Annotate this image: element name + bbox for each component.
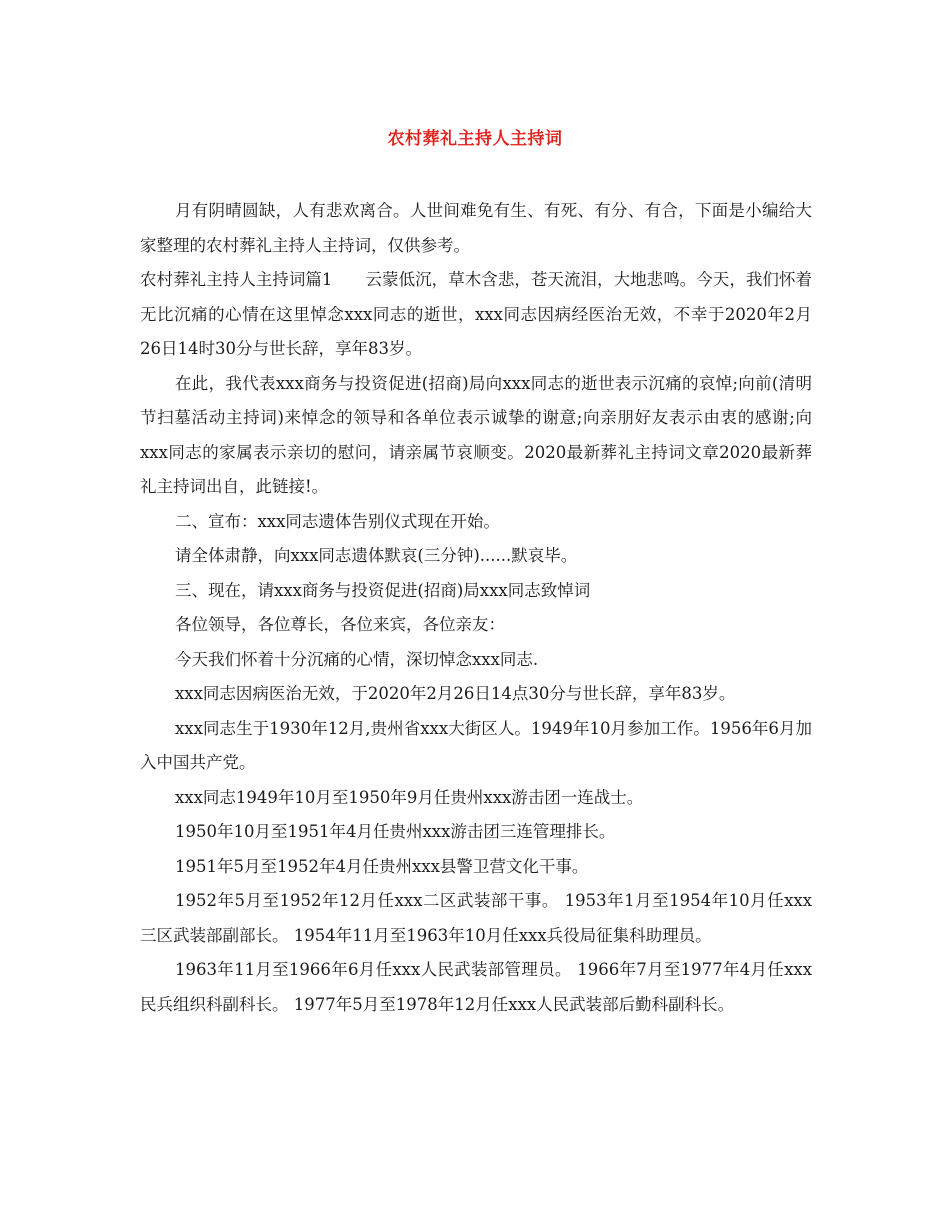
document-body: [140, 194, 812, 1022]
paragraph: xxx同志因病医治无效，于2020年2月26日14点30分与世长辞，享年83岁。: [175, 684, 736, 703]
paragraph: xxx同志生于1930年12月,贵州省xxx大街区人。1949年10月参加工作。1956年6月加入中国共产党。: [140, 718, 812, 772]
paragraph: 农村葬礼主持人主持词篇1 云蒙低沉，草木含悲，苍天流泪，大地悲鸣。今天，我们怀着无比沉痛的心情在这里悼念xxx同志的逝世，xxx同志因病经医治无效，不幸于2020年2月26日14时30分与世长辞，享年83岁。: [140, 270, 812, 358]
paragraph: 今天我们怀着十分沉痛的心情，深切悼念xxx同志.: [175, 649, 539, 669]
document-title: 农村葬礼主持人主持词: [387, 129, 563, 149]
paragraph: 在此，我代表xxx商务与投资促进(招商)局向xxx同志的逝世表示沉痛的哀悼;向前(清明节扫墓活动主持词)来悼念的领导和各单位表示诚挚的谢意;向亲朋好友表示由衷的感谢;向xxx同志的家属表示亲切的慰问，请亲属节哀顺变。2020最新葬礼主持词文章2020最新葬礼主持词出自，此链接!。: [140, 373, 812, 496]
paragraph: 1951年5月至1952年4月任贵州xxx县警卫营文化干事。: [175, 856, 589, 876]
paragraph: 各位领导，各位尊长，各位来宾，各位亲友：: [175, 615, 505, 634]
paragraph: xxx同志1949年10月至1950年9月任贵州xxx游击团一连战士。: [175, 787, 644, 807]
paragraph: 1950年10月至1951年4月任贵州xxx游击团三连管理排长。: [175, 822, 616, 841]
paragraph: 1963年11月至1966年6月任xxx人民武装部管理员。 1966年7月至1977年4月任xxx民兵组织科副科长。 1977年5月至1978年12月任xxx人民武装部后勤科副科长。: [140, 960, 812, 1014]
paragraph: 二、宣布：xxx同志遗体告别仪式现在开始。: [175, 511, 500, 531]
paragraph: 请全体肃静，向xxx同志遗体默哀(三分钟)......默哀毕。: [175, 546, 578, 565]
paragraph: 三、现在，请xxx商务与投资促进(招商)局xxx同志致悼词: [175, 580, 591, 600]
paragraph: 1952年5月至1952年12月任xxx二区武装部干事。 1953年1月至1954年10月任xxx三区武装部副部长。 1954年11月至1963年10月任xxx兵役局征集科助理员。: [140, 891, 812, 945]
paragraph: 月有阴晴圆缺，人有悲欢离合。人世间难免有生、有死、有分、有合，下面是小编给大家整理的农村葬礼主持人主持词，仅供参考。: [140, 201, 812, 255]
